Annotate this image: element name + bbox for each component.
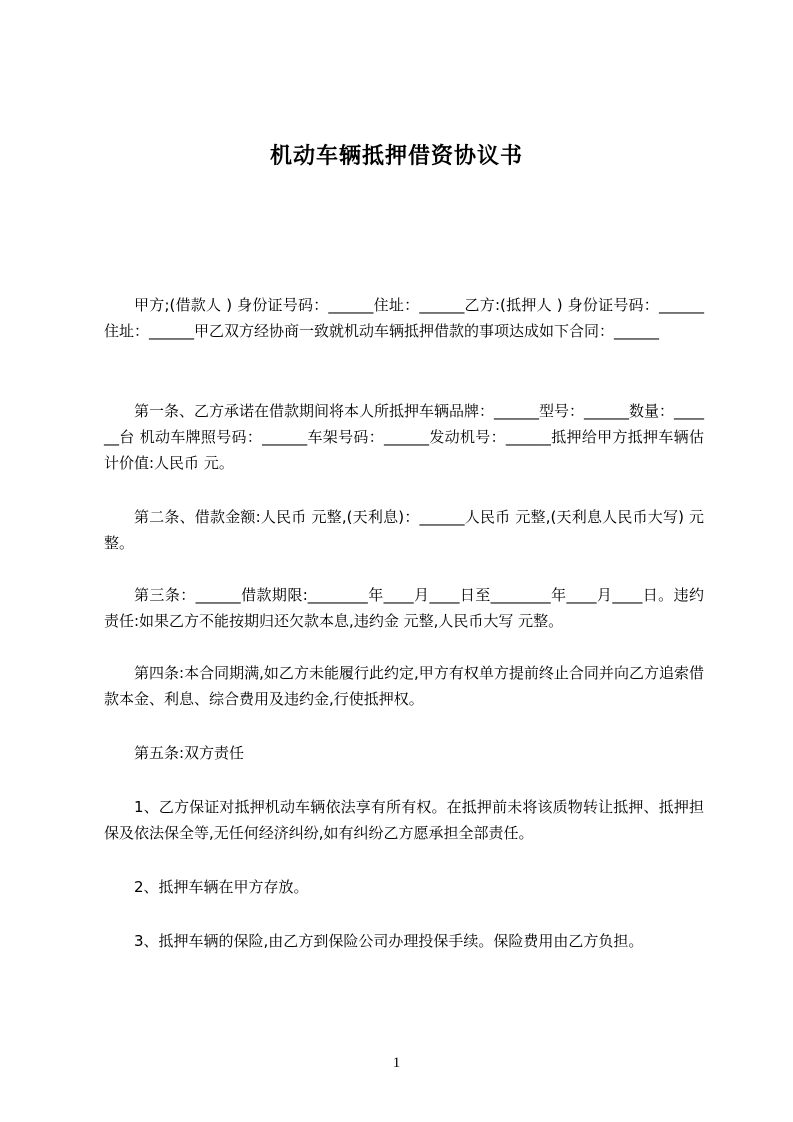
paragraph-article-1 (104, 398, 704, 476)
paragraph-article-2 (104, 504, 704, 556)
paragraph-text: 第四条:本合同期满,如乙方未能履行此约定,甲方有权单方提前终止合同并向乙方追索借款本金、利息、综合费用及违约金,行使抵押权。 (104, 664, 704, 708)
paragraph-text: 第五条:双方责任 (134, 744, 245, 762)
paragraph-clause-2 (104, 874, 704, 900)
paragraph-clause-1 (104, 794, 704, 846)
page-number: 1 (392, 1055, 401, 1071)
paragraph-article-3 (104, 582, 704, 634)
paragraph-text: 3、抵押车辆的保险,由乙方到保险公司办理投保手续。保险费用由乙方负担。 (134, 932, 644, 950)
paragraph-clause-3 (104, 928, 704, 954)
paragraph-text: 1、乙方保证对抵押机动车辆依法享有所有权。在抵押前未将该质物转让抵押、抵押担保及依法保全等,无任何经济纠纷,如有纠纷乙方愿承担全部责任。 (104, 798, 704, 842)
paragraph-text: 第一条、乙方承诺在借款期间将本人所抵押车辆品牌：______型号：______数量：______台 机动车牌照号码：______车架号码：______发动机号：______抵押给甲方抵押车辆估计价值:人民币 元。 (104, 402, 705, 472)
paragraph-text: 甲方;(借款人 ) 身份证号码：______住址：______乙方:(抵押人 ) 身份证号码：______住址：______甲乙双方经协商一致就机动车辆抵押借款的事项达成如下合同：______ (104, 296, 704, 340)
paragraph-article-5-heading (104, 740, 704, 766)
paragraph-article-4 (104, 660, 704, 712)
paragraph-text: 2、抵押车辆在甲方存放。 (134, 878, 309, 896)
paragraph-text: 第三条：______借款期限:________年____月____日至________年____月____日。违约责任:如果乙方不能按期归还欠款本息,违约金 元整,人民币大写 元整。 (104, 586, 704, 630)
paragraph-text: 第二条、借款金额:人民币 元整,(天利息)：______人民币 元整,(天利息人民币大写) 元整。 (104, 508, 704, 552)
document-title: 机动车辆抵押借资协议书 (269, 144, 523, 169)
paragraph-parties (104, 292, 704, 344)
